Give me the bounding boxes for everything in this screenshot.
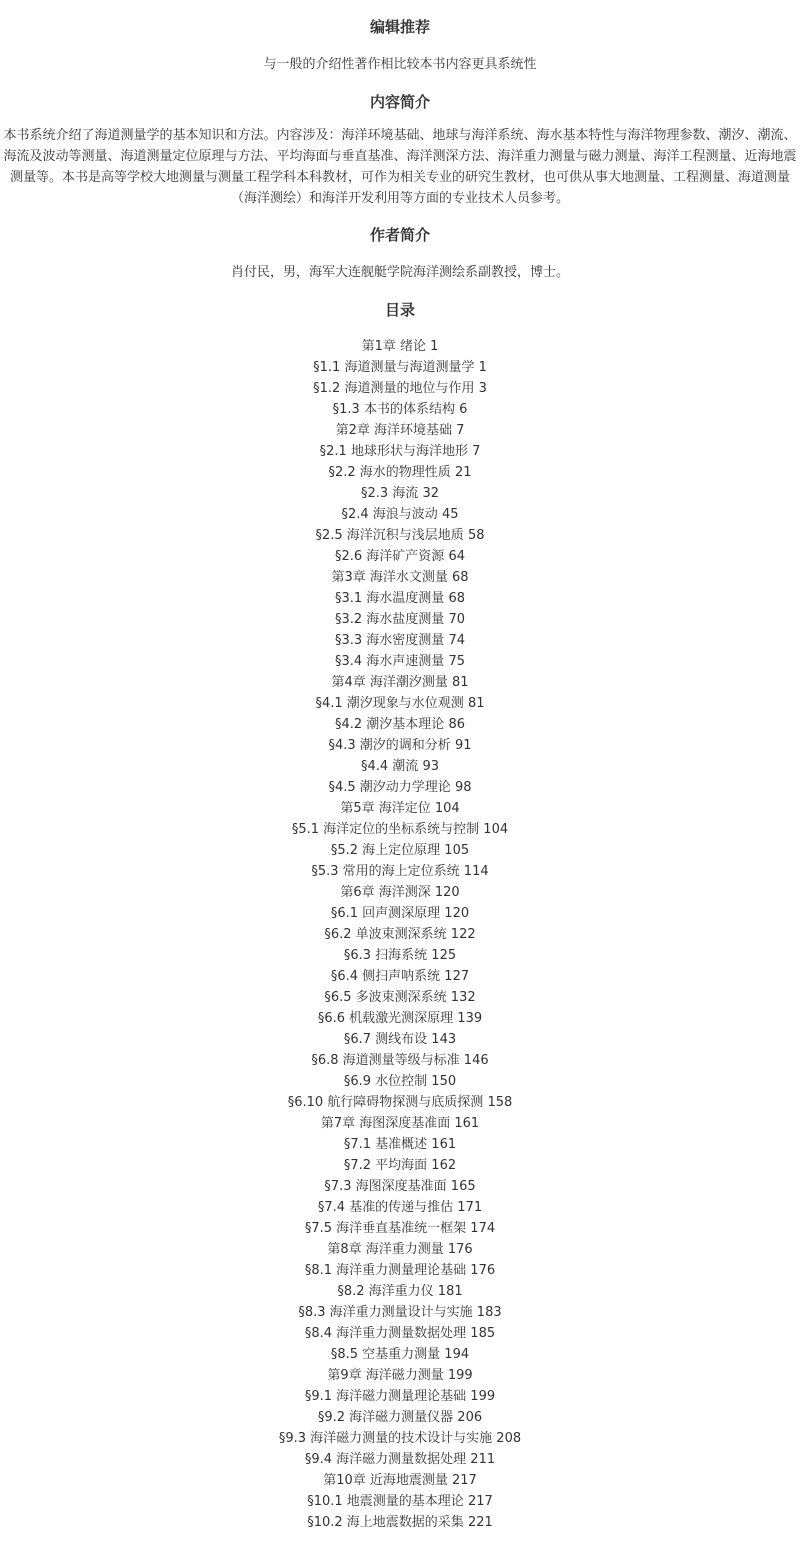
toc-item: §2.6 海洋矿产资源 64 xyxy=(335,549,465,564)
toc-item: §5.1 海洋定位的坐标系统与控制 104 xyxy=(291,822,509,837)
toc-item: §6.7 测线布设 143 xyxy=(343,1032,457,1047)
toc-item: §3.3 海水密度测量 74 xyxy=(335,633,465,648)
toc-item: §3.4 海水声速测量 75 xyxy=(335,654,465,669)
toc-item: 第6章 海洋测深 120 xyxy=(340,885,460,900)
toc-item: §2.3 海流 32 xyxy=(361,486,439,501)
content-intro-heading: 内容简介 xyxy=(369,93,430,111)
toc-item: §4.3 潮汐的调和分析 91 xyxy=(328,738,472,753)
editor-recommend-heading: 编辑推荐 xyxy=(369,18,430,36)
toc-item: §9.1 海洋磁力测量理论基础 199 xyxy=(304,1389,496,1404)
toc-item: §9.2 海洋磁力测量仪器 206 xyxy=(317,1410,483,1425)
toc-item: §3.2 海水盐度测量 70 xyxy=(335,612,465,627)
toc-item: 第5章 海洋定位 104 xyxy=(340,801,460,816)
toc-item: 第7章 海图深度基准面 161 xyxy=(320,1116,480,1131)
toc-item: §7.3 海图深度基准面 165 xyxy=(324,1179,476,1194)
editor-recommend-text: 与一般的介绍性著作相比较本书内容更具系统性 xyxy=(263,57,537,72)
toc-item: §9.4 海洋磁力测量数据处理 211 xyxy=(304,1452,496,1467)
toc-item: §6.3 扫海系统 125 xyxy=(343,948,457,963)
toc-item: §6.5 多波束测深系统 132 xyxy=(324,990,476,1005)
toc-item: §7.2 平均海面 162 xyxy=(343,1158,457,1173)
content-intro-text: 本书系统介绍了海道测量学的基本知识和方法。内容涉及：海洋环境基础、地球与海洋系统、海水基本特性与海洋物理参数、潮汐、潮流、海流及波动等测量、海道测量定位原理与方法、平均海面与垂直基准、海洋测深方法、海洋重力测量与磁力测量、海洋工程测量、近海地震测量等。本书是高等学校大地测量与测量工程学科本科教材，可作为相关专业的研究生教材，也可供从事大地测量、工程测量、海道测量（海洋测绘）和海洋开发利用等方面的专业技术人员参考。 xyxy=(3,128,797,206)
toc-item: §4.1 潮汐现象与水位观测 81 xyxy=(315,696,485,711)
toc-item: §6.1 回声测深原理 120 xyxy=(330,906,470,921)
author-intro-heading: 作者简介 xyxy=(369,226,430,244)
toc-item: §6.8 海道测量等级与标准 146 xyxy=(311,1053,489,1068)
toc-item: 第10章 近海地震测量 217 xyxy=(323,1473,477,1488)
toc-list xyxy=(0,336,800,1533)
toc-heading: 目录 xyxy=(384,301,415,319)
toc-item: §2.2 海水的物理性质 21 xyxy=(328,465,472,480)
toc-item: 第2章 海洋环境基础 7 xyxy=(335,423,465,438)
toc-item: §6.9 水位控制 150 xyxy=(343,1074,457,1089)
toc-item: §6.10 航行障碍物探测与底质探测 158 xyxy=(287,1095,513,1110)
toc-item: §4.5 潮汐动力学理论 98 xyxy=(328,780,472,795)
toc-item: §5.2 海上定位原理 105 xyxy=(330,843,470,858)
toc-item: §1.3 本书的体系结构 6 xyxy=(332,402,468,417)
toc-item: §8.3 海洋重力测量设计与实施 183 xyxy=(298,1305,502,1320)
toc-item: §8.4 海洋重力测量数据处理 185 xyxy=(304,1326,496,1341)
toc-item: §9.3 海洋磁力测量的技术设计与实施 208 xyxy=(278,1431,522,1446)
toc-item: §4.4 潮流 93 xyxy=(361,759,439,774)
toc-item: §8.2 海洋重力仪 181 xyxy=(337,1284,463,1299)
toc-item: §8.5 空基重力测量 194 xyxy=(330,1347,470,1362)
toc-item: §2.5 海洋沉积与浅层地质 58 xyxy=(315,528,485,543)
toc-item: §7.4 基准的传递与推估 171 xyxy=(317,1200,483,1215)
toc-item: §2.4 海浪与波动 45 xyxy=(341,507,459,522)
toc-item: §6.4 侧扫声呐系统 127 xyxy=(330,969,470,984)
toc-item: 第1章 绪论 1 xyxy=(361,339,439,354)
toc-item: §10.1 地震测量的基本理论 217 xyxy=(307,1494,493,1509)
toc-item: 第4章 海洋潮汐测量 81 xyxy=(331,675,469,690)
toc-item: §7.1 基准概述 161 xyxy=(343,1137,457,1152)
toc-item: §10.2 海上地震数据的采集 221 xyxy=(307,1515,493,1530)
toc-item: 第9章 海洋磁力测量 199 xyxy=(327,1368,473,1383)
toc-item: §1.2 海道测量的地位与作用 3 xyxy=(313,381,487,396)
toc-item: 第8章 海洋重力测量 176 xyxy=(327,1242,473,1257)
toc-item: 第3章 海洋水文测量 68 xyxy=(331,570,469,585)
toc-item: §8.1 海洋重力测量理论基础 176 xyxy=(304,1263,496,1278)
toc-item: §4.2 潮汐基本理论 86 xyxy=(335,717,465,732)
toc-item: §6.6 机载激光测深原理 139 xyxy=(317,1011,483,1026)
toc-item: §3.1 海水温度测量 68 xyxy=(335,591,465,606)
toc-item: §1.1 海道测量与海道测量学 1 xyxy=(313,360,487,375)
toc-item: §2.1 地球形状与海洋地形 7 xyxy=(319,444,481,459)
toc-item: §6.2 单波束测深系统 122 xyxy=(324,927,476,942)
author-intro-text: 肖付民，男，海军大连舰艇学院海洋测绘系副教授，博士。 xyxy=(230,265,569,280)
toc-item: §7.5 海洋垂直基准统一框架 174 xyxy=(304,1221,496,1236)
toc-item: §5.3 常用的海上定位系统 114 xyxy=(311,864,489,879)
